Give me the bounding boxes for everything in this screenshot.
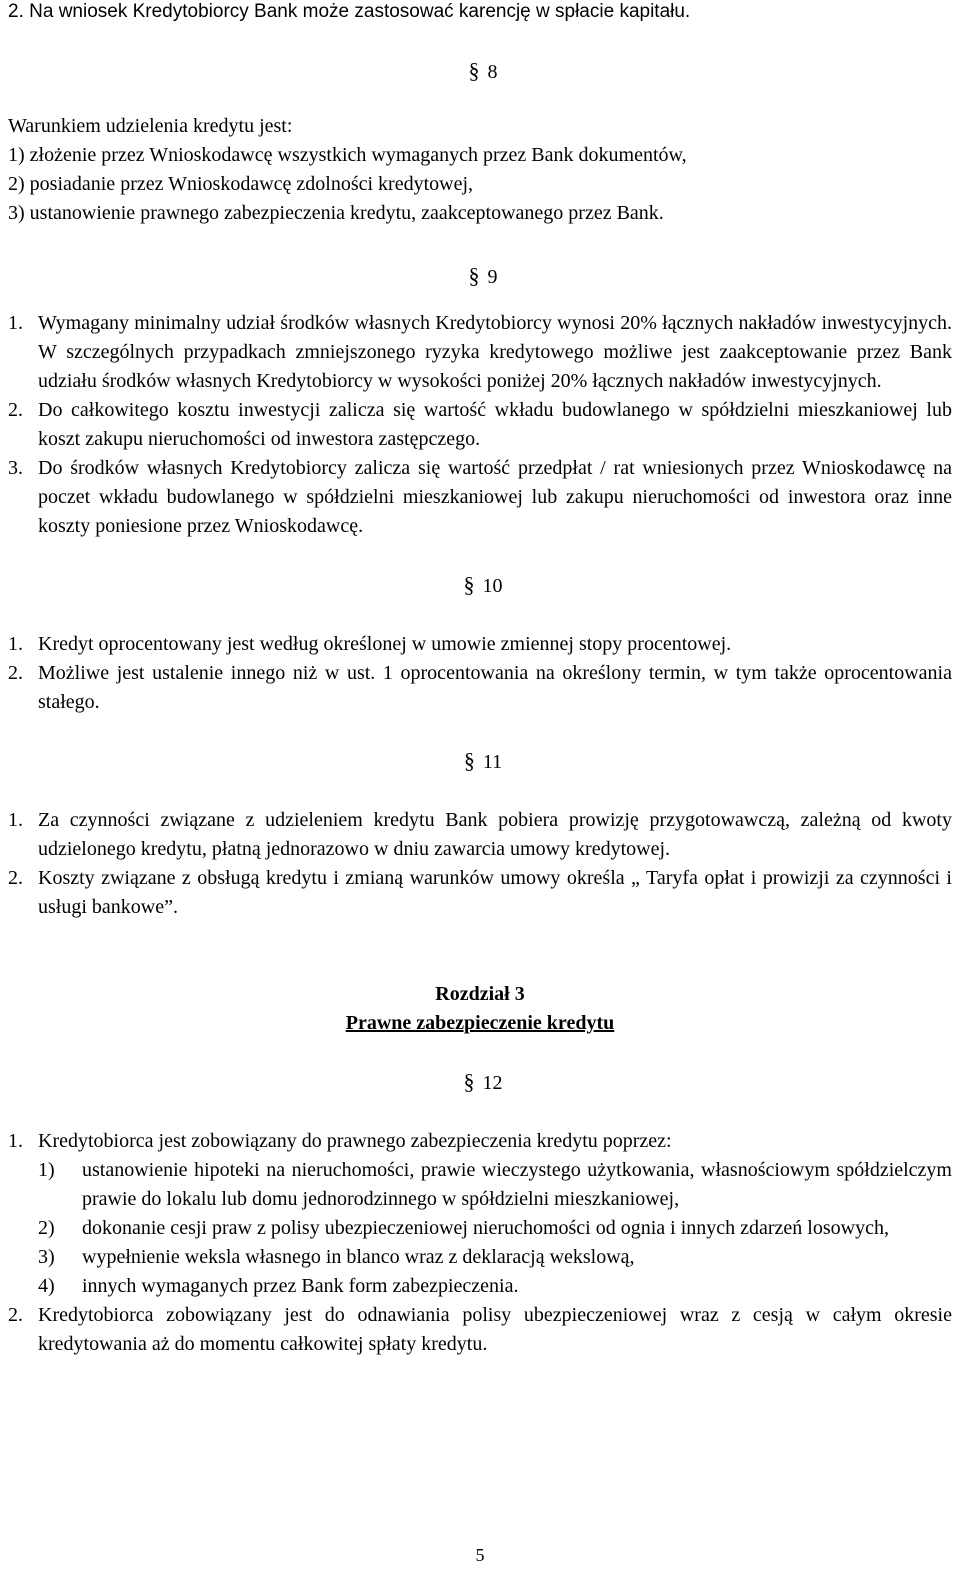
section-number: 9 [487, 266, 498, 288]
section-12-items [8, 1127, 952, 1359]
section-heading-12 [8, 1067, 952, 1098]
section-symbol: § [463, 1069, 475, 1094]
section-symbol: § [468, 58, 480, 83]
item-number: 2. [8, 399, 23, 421]
section-12-sub-item [38, 1272, 952, 1301]
sub-item-number: 3) [38, 1246, 55, 1268]
sub-item-number: 4) [38, 1275, 55, 1297]
chapter-subtitle: Prawne zabezpieczenie kredytu [345, 1012, 615, 1034]
section-number: 11 [482, 751, 503, 773]
section-symbol: § [468, 263, 480, 288]
section-11-item [8, 806, 952, 864]
item-text: Koszty związane z obsługą kredytu i zmianą warunków umowy określa „ Taryfa opłat i prowizji za czynności i usługi bankowe”. [38, 867, 952, 918]
item-text: Do środków własnych Kredytobiorcy zalicza się wartość przedpłat / rat wniesionych przez Wnioskodawcę na poczet wkładu budowlanego w spółdzielni mieszkaniowej lub zakupu nieruchomości od inwestora oraz inne koszty poniesione przez Wnioskodawcę. [38, 457, 952, 537]
item-number: 2. [8, 867, 23, 889]
section-10-item [8, 630, 952, 659]
section-12-item [8, 1301, 952, 1359]
section-8-item-1: 1) złożenie przez Wnioskodawcę wszystkich wymaganych przez Bank dokumentów, [8, 144, 687, 166]
page-number: 5 [475, 1545, 485, 1565]
item-text: Do całkowitego kosztu inwestycji zalicza się wartość wkładu budowlanego w spółdzielni mieszkaniowej lub koszt zakupu nieruchomości od inwestora zastępczego. [38, 399, 952, 450]
item-text: Wymagany minimalny udział środków własnych Kredytobiorcy wynosi 20% łącznych nakładów inwestycyjnych. W szczególnych przypadkach zmniejszonego ryzyka kredytowego możliwe jest zaakceptowanie przez Bank udziału środków własnych Kredytobiorcy w wysokości poniżej 20% łącznych nakładów inwestycyjnych. [38, 312, 952, 392]
section-9-items [8, 309, 952, 541]
chapter-title: Rozdział 3 [435, 983, 525, 1005]
document-page [8, 0, 952, 1359]
item-text: Za czynności związane z udzieleniem kredytu Bank pobiera prowizję przygotowawczą, zależną od kwoty udzielonego kredytu, płatną jednorazowo w dniu zawarcia umowy kredytowej. [38, 809, 952, 860]
section-number: 10 [482, 575, 503, 597]
section-9-item [8, 454, 952, 541]
sub-item-number: 1) [38, 1159, 55, 1181]
section-heading-8 [8, 56, 952, 87]
item-number: 1. [8, 633, 23, 655]
section-number: 12 [482, 1072, 503, 1094]
paragraph-karencja: 2. Na wniosek Kredytobiorcy Bank może zastosować karencję w spłacie kapitału. [8, 1, 691, 22]
section-symbol: § [463, 572, 475, 597]
sub-item-text: innych wymaganych przez Bank form zabezpieczenia. [82, 1275, 519, 1297]
section-12-item [8, 1127, 952, 1156]
item-number: 2. [8, 1304, 23, 1326]
section-8-item-3: 3) ustanowienie prawnego zabezpieczenia kredytu, zaakceptowanego przez Bank. [8, 202, 664, 224]
item-text: Kredytobiorca jest zobowiązany do prawnego zabezpieczenia kredytu poprzez: [38, 1130, 672, 1152]
item-text: Kredyt oprocentowany jest według określonej w umowie zmiennej stopy procentowej. [38, 633, 732, 655]
sub-item-number: 2) [38, 1217, 55, 1239]
item-number: 1. [8, 312, 23, 334]
sub-item-text: ustanowienie hipoteki na nieruchomości, prawie wieczystego użytkowania, własnościowym spółdzielczym prawie do lokalu lub domu jednorodzinnego w spółdzielni mieszkaniowej, [82, 1159, 952, 1210]
item-number: 2. [8, 662, 23, 684]
sub-item-text: dokonanie cesji praw z polisy ubezpieczeniowej nieruchomości od ognia i innych zdarzeń losowych, [82, 1217, 889, 1239]
section-8-item-2: 2) posiadanie przez Wnioskodawcę zdolności kredytowej, [8, 173, 474, 195]
item-text: Kredytobiorca zobowiązany jest do odnawiania polisy ubezpieczeniowej wraz z cesją w całym okresie kredytowania aż do momentu całkowitej spłaty kredytu. [38, 1304, 952, 1355]
section-heading-11 [8, 746, 952, 777]
section-heading-9 [8, 261, 952, 292]
item-number: 3. [8, 457, 23, 479]
section-symbol: § [463, 748, 475, 773]
section-heading-10 [8, 570, 952, 601]
sub-item-text: wypełnienie weksla własnego in blanco wraz z deklaracją wekslową, [82, 1246, 635, 1268]
section-12-sub-item [38, 1156, 952, 1214]
section-11-item [8, 864, 952, 922]
section-12-sub-item [38, 1243, 952, 1272]
section-10-item [8, 659, 952, 717]
section-10-items [8, 630, 952, 717]
item-number: 1. [8, 809, 23, 831]
item-text: Możliwe jest ustalenie innego niż w ust. 1 oprocentowania na określony termin, w tym także oprocentowania stałego. [38, 662, 952, 713]
section-number: 8 [487, 61, 498, 83]
section-9-item [8, 309, 952, 396]
section-9-item [8, 396, 952, 454]
section-11-items [8, 806, 952, 922]
section-8-intro: Warunkiem udzielenia kredytu jest: [8, 115, 293, 137]
item-number: 1. [8, 1130, 23, 1152]
section-12-sub-item [38, 1214, 952, 1243]
